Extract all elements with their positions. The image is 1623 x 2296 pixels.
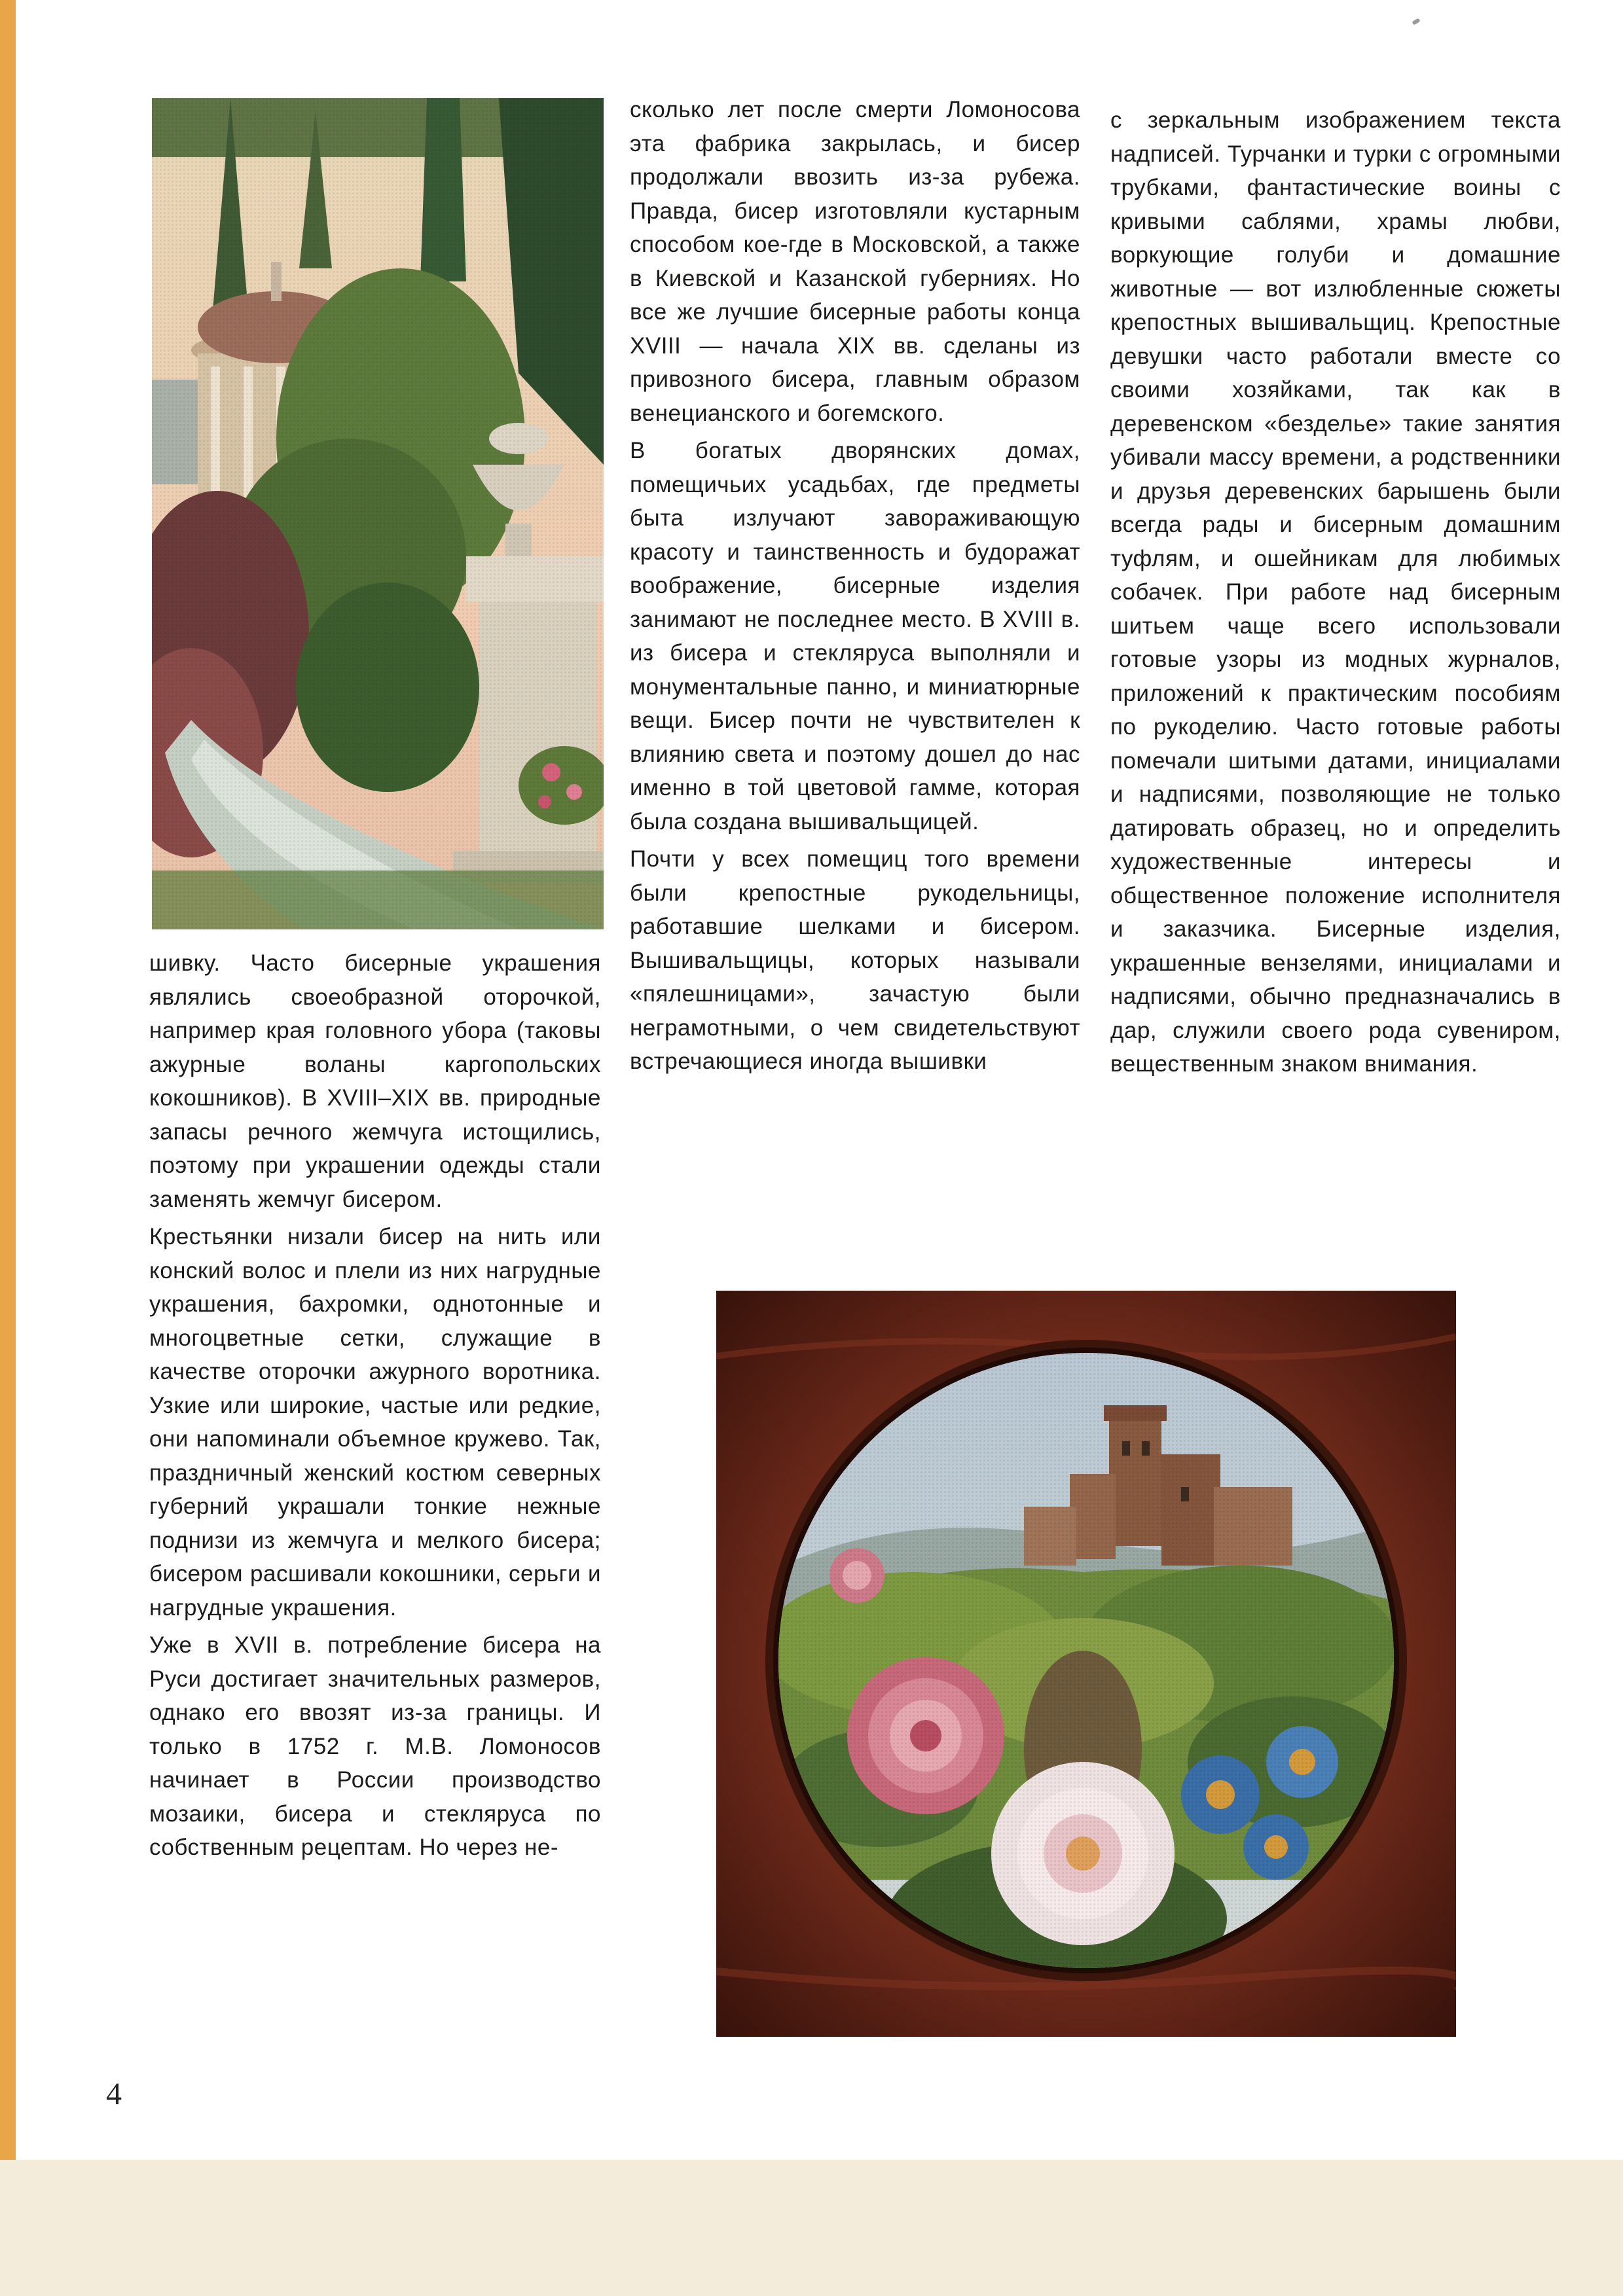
text-column-right bbox=[1110, 103, 1561, 1081]
paragraph: Уже в XVII в. потребление бисера на Руси достигает значительных размеров, однако его ввозят из-за границы. И только в 1752 г. М.В. Ломоносов начинает в России производство мозаики, бисера и стекляруса по собственным рецептам. Но через не- bbox=[149, 1632, 601, 1860]
page-edge-strip bbox=[0, 0, 16, 2160]
page-number: 4 bbox=[106, 2077, 122, 2111]
paragraph: шивку. Часто бисерные украшения являлись своеобразной оторочкой, например края головного убора (таковы ажурные воланы каргопольских кокошников). В XVIII–XIX вв. природные запасы речного жемчуга истощились, поэтому при украшении одежды стали заменять жемчуг бисером. bbox=[149, 950, 601, 1212]
paragraph: сколько лет после смерти Ломоносова эта фабрика закрылась, и бисер продолжали ввозить из-за рубежа. Правда, бисер изготовляли кустарным способом кое-где в Московской, а также в Киевской и Казанской губерниях. Но все же лучшие бисерные работы конца XVIII — начала XIX вв. сделаны из привозного бисера, главным образом венецианского и богемского. bbox=[630, 97, 1080, 426]
text-column-middle bbox=[630, 93, 1080, 1079]
illustration-round-embroidery bbox=[716, 1291, 1456, 2037]
scan-speck bbox=[1412, 18, 1420, 25]
paragraph: с зеркальным изображением текста надписей. Турчанки и турки с огромными трубками, фантастические воины с кривыми саблями, храмы любви, воркующие голуби и домашние животные — вот излюбленные сюжеты крепостных вышивальщиц. Крепостные девушки часто работали вместе со своими хозяйками, так как в деревенском «безделье» такие занятия убивали массу времени, а родственники и друзья деревенских барышень были всегда рады и бисерным домашним туфлям, и ошейникам для любимых собачек. При работе над бисерным шитьем чаще всего использовали готовые узоры из модных журналов, приложений к практическим пособиям по рукоделию. Часто готовые работы помечали шитыми датами, инициалами и надписями, позволяющие не только датировать образец, но и определить художественные интересы и общественное положение исполнителя и заказчика. Бисерные изделия, украшенные вензелями, инициалами и надписями, обычно предназначались в дар, служили своего рода сувениром, вещественным знаком внимания. bbox=[1110, 107, 1561, 1077]
paragraph: В богатых дворянских домах, помещичьих усадьбах, где предметы быта излучают завораживающую красоту и таинственность и будоражат воображение, бисерные изделия занимают не последнее место. В XVIII в. из бисера и стекляруса выполняли и монументальные панно, и миниатюрные вещи. Бисер почти не чувствителен к влиянию света и поэтому дошел до нас именно в той цветовой гамме, которая была создана вышивальщицей. bbox=[630, 438, 1080, 834]
page-bottom-margin bbox=[0, 2160, 1623, 2296]
text-column-left bbox=[149, 946, 601, 1865]
paragraph: Крестьянки низали бисер на нить или конский волос и плели из них нагрудные украшения, бахромки, однотонные и многоцветные сетки, служащие в качестве оторочки ажурного воротника. Узкие или широкие, частые или редкие, они напоминали объемное кружево. Так, праздничный женский костюм северных губерний украшали тонкие нежные поднизи из жемчуга и мелкого бисера; бисером расшивали кокошники, серьги и нагрудные украшения. bbox=[149, 1224, 601, 1621]
illustration-park-pavilion bbox=[152, 98, 604, 929]
paragraph: Почти у всех помещиц того времени были крепостные рукодельницы, работавшие шелками и бисером. Вышивальщицы, которых называли «пялешницами», зачастую были неграмотными, о чем свидетельствуют встречающиеся иногда вышивки bbox=[630, 846, 1080, 1074]
